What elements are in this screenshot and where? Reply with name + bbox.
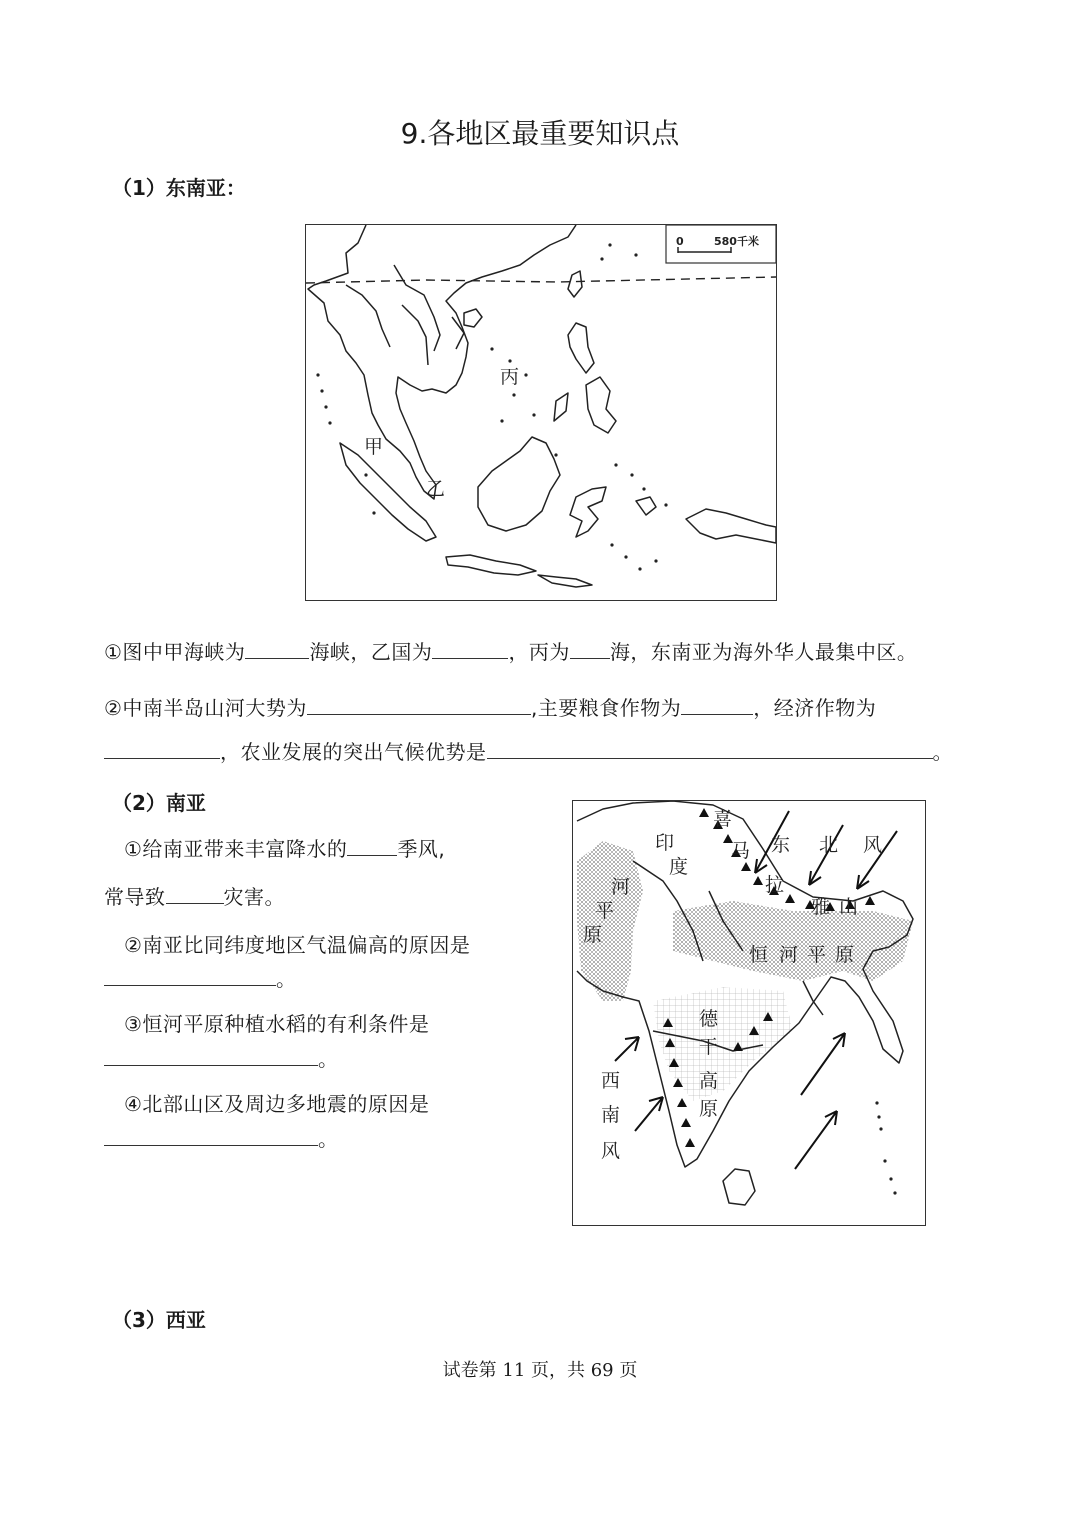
question-2-1-line1 [124,833,445,862]
q1-2-blank-terrain[interactable] [307,694,531,715]
question-2-4-answer [104,1123,339,1152]
q1-1-blank-country[interactable] [432,638,508,659]
label-ping2: 平 [807,944,827,966]
section-heading-south-asia: （2）南亚 [112,791,206,815]
q1-1-text-a: ①图中甲海峡为 [104,640,246,664]
q1-1-text-c: ，丙为 [508,640,570,664]
q2-2-blank[interactable] [104,965,276,986]
label-de: 德 [699,1008,719,1030]
south-asia-map-drawing [573,801,925,1225]
q1-2-text-d: ，农业发展的突出气候优势是 [220,740,487,764]
q2-1-text-d: 灾害。 [223,885,285,909]
q1-1-blank-strait[interactable] [245,638,309,659]
q1-2-blank-cash-crop[interactable] [104,738,220,759]
question-2-2-answer [104,963,297,992]
southeast-asia-map [305,224,777,601]
label-he: 河 [611,876,631,898]
page-footer: 试卷第 11 页，共 69 页 [442,1360,638,1381]
q2-4-end: 。 [318,1127,339,1151]
question-2-3-answer [104,1043,339,1072]
label-xi2: 西 [601,1070,621,1092]
q2-3-end: 。 [318,1047,339,1071]
label-yuan3: 原 [699,1098,719,1120]
label-gao: 高 [699,1070,719,1092]
q1-1-text-b: 海峡，乙国为 [309,640,433,664]
label-shan: 山 [839,896,859,918]
label-du: 度 [669,856,689,878]
q1-2-blank-climate[interactable] [487,738,933,759]
q1-2-blank-grain[interactable] [681,694,753,715]
question-2-2: ②南亚比同纬度地区气温偏高的原因是 [124,933,471,957]
q2-3-blank[interactable] [104,1045,318,1066]
label-ya: 雅 [811,896,831,918]
q1-1-blank-sea[interactable] [570,638,610,659]
q2-2-end: 。 [276,967,297,991]
question-2-1-line2 [104,881,285,910]
q2-1-text-a: ①给南亚带来丰富降水的 [124,837,348,861]
label-heng: 恒 [749,944,769,966]
q1-2-text-a: ②中南半岛山河大势为 [104,696,307,720]
label-yuan2: 原 [835,944,855,966]
q2-1-text-b: 季风, [397,837,446,861]
page-title: 9.各地区最重要知识点 [400,117,680,150]
section-heading-west-asia: （3）西亚 [112,1308,206,1332]
label-yin: 印 [655,832,675,854]
q2-1-text-c: 常导致 [104,885,166,909]
label-gan: 干 [699,1036,719,1058]
map-label-bing: 丙 [500,366,520,388]
label-feng2: 风 [601,1140,621,1162]
label-nan: 南 [601,1104,621,1126]
section-heading-southeast-asia: （1）东南亚： [112,176,246,200]
q1-1-text-d: 海，东南亚为海外华人最集中区。 [609,640,918,664]
q1-2-text-b: ,主要粮食作物为 [530,696,682,720]
southeast-asia-map-drawing [306,225,776,600]
q2-4-blank[interactable] [104,1125,318,1146]
label-feng: 风 [863,834,883,856]
label-yuan: 原 [583,924,603,946]
label-ping: 平 [595,900,615,922]
label-xi: 喜 [713,808,733,830]
label-he2: 河 [779,944,799,966]
map-label-jia: 甲 [364,436,384,458]
question-2-4: ④北部山区及周边多地震的原因是 [124,1092,430,1116]
scale-zero: 0 [676,235,684,248]
question-1-1 [104,636,917,665]
label-bei: 北 [819,834,839,856]
question-1-2-line2 [104,736,953,765]
q1-2-text-e: 。 [932,740,953,764]
label-ma: 马 [731,840,751,862]
question-1-2-line1 [104,692,876,721]
label-la: 拉 [765,874,785,896]
q2-1-blank-monsoon[interactable] [347,835,397,856]
map-label-yi: 乙 [426,478,446,500]
q2-1-blank-disaster[interactable] [166,883,224,904]
scale-label: 580千米 [714,235,759,248]
south-asia-map [572,800,926,1226]
label-dong: 东 [771,834,791,856]
question-2-3: ③恒河平原种植水稻的有利条件是 [124,1012,430,1036]
q1-2-text-c: ，经济作物为 [753,696,877,720]
